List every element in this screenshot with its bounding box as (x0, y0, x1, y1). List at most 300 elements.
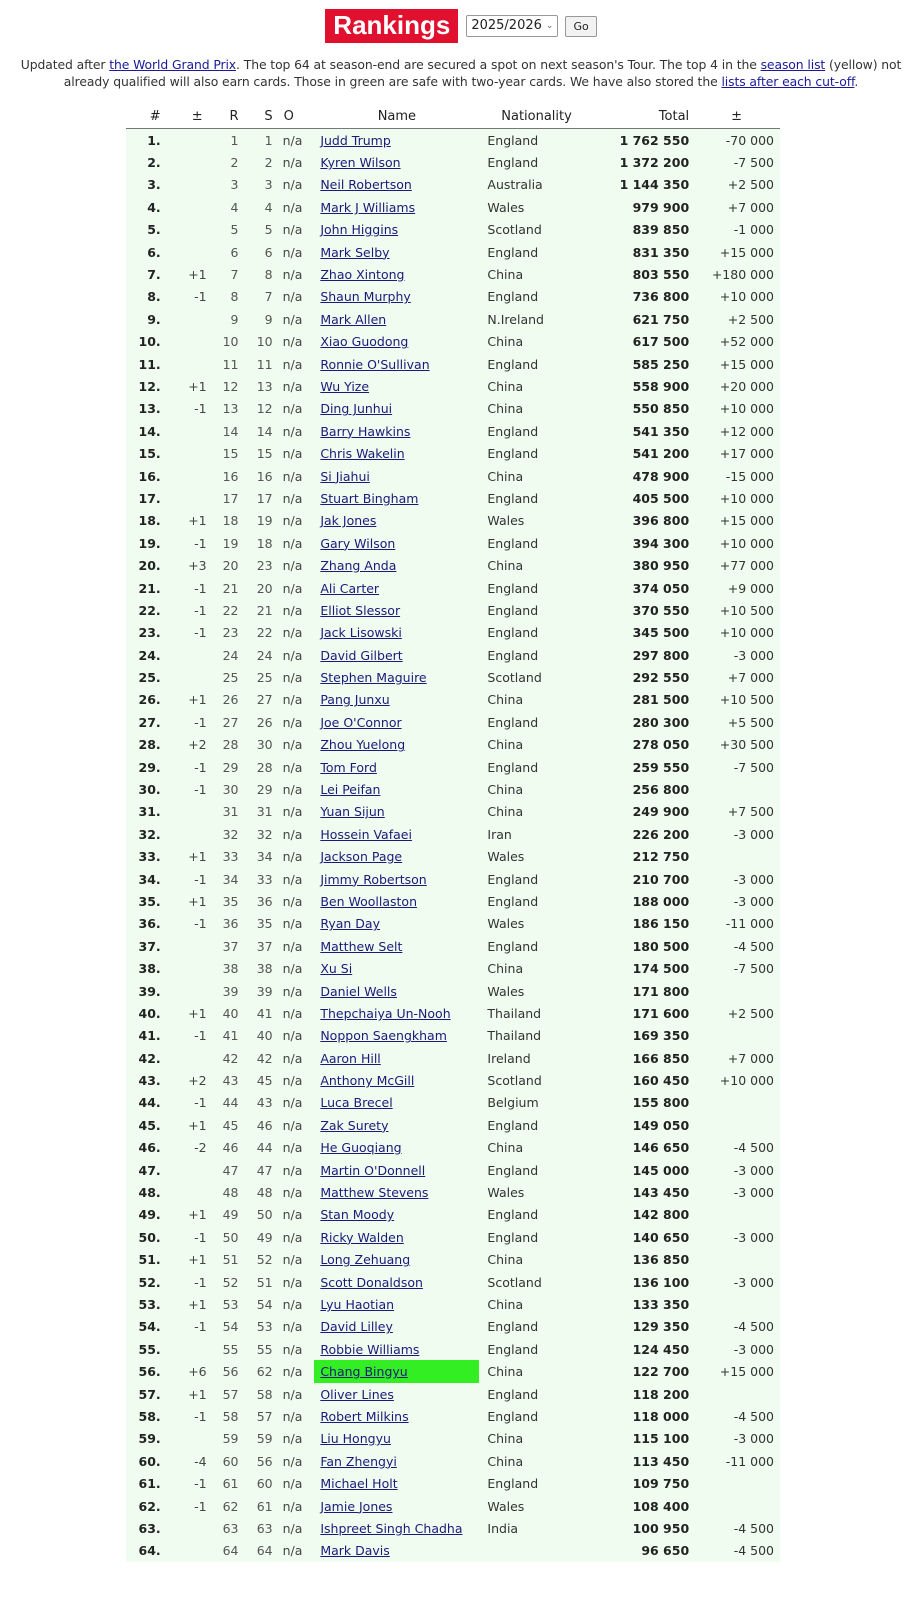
total-points-cell: 558 900 (594, 375, 693, 397)
nationality-cell: Wales (479, 846, 593, 868)
player-name-cell (314, 644, 479, 666)
lists-after-cutoff-link[interactable]: lists after each cut-off (721, 74, 855, 89)
player-link[interactable]: Ronnie O'Sullivan (320, 356, 430, 372)
total-points-cell: 174 500 (594, 957, 693, 979)
s-cell: 31 (245, 801, 283, 823)
player-name-cell (314, 666, 479, 688)
player-link[interactable]: Long Zehuang (320, 1252, 411, 1268)
player-link[interactable]: Chris Wakelin (320, 446, 405, 462)
total-points-cell: 140 650 (594, 1226, 693, 1248)
total-points-cell: 171 800 (594, 980, 693, 1002)
r-cell: 38 (211, 957, 245, 979)
r-cell: 55 (211, 1338, 245, 1360)
player-link[interactable]: Liu Hongyu (320, 1431, 391, 1447)
points-change-cell: +15 000 (693, 510, 780, 532)
nationality-cell: England (479, 420, 593, 442)
player-link[interactable]: Xiao Guodong (320, 334, 409, 350)
player-name-cell (314, 174, 479, 196)
table-row (126, 801, 780, 823)
player-link[interactable]: Joe O'Connor (320, 714, 402, 730)
table-row (126, 734, 780, 756)
rank-cell: 55. (126, 1338, 175, 1360)
s-cell: 25 (245, 666, 283, 688)
player-link[interactable]: Michael Holt (320, 1476, 398, 1492)
total-points-cell: 169 350 (594, 1025, 693, 1047)
player-link[interactable]: Zhou Yuelong (320, 737, 406, 753)
s-cell: 63 (245, 1517, 283, 1539)
r-cell: 2 (211, 151, 245, 173)
player-name-cell (314, 577, 479, 599)
player-link[interactable]: Mark Selby (320, 244, 390, 260)
total-points-cell: 109 750 (594, 1472, 693, 1494)
season-list-link[interactable]: season list (760, 57, 826, 72)
movement-cell (175, 196, 211, 218)
s-cell: 58 (245, 1383, 283, 1405)
s-cell: 12 (245, 398, 283, 420)
table-row (126, 398, 780, 420)
r-cell: 32 (211, 823, 245, 845)
points-change-cell: +7 000 (693, 666, 780, 688)
player-link[interactable]: Robbie Williams (320, 1341, 420, 1357)
movement-cell: +1 (175, 263, 211, 285)
o-cell: n/a (283, 442, 315, 464)
total-points-cell: 188 000 (594, 890, 693, 912)
o-cell: n/a (283, 1114, 315, 1136)
table-row (126, 286, 780, 308)
player-link[interactable]: Tom Ford (320, 759, 377, 775)
movement-cell: -1 (175, 622, 211, 644)
points-change-cell: +7 000 (693, 196, 780, 218)
rank-cell: 38. (126, 957, 175, 979)
player-link[interactable]: Jack Lisowski (320, 625, 402, 641)
nationality-cell: England (479, 353, 593, 375)
nationality-cell: England (479, 599, 593, 621)
nationality-cell: Wales (479, 1181, 593, 1203)
points-change-cell (693, 846, 780, 868)
movement-cell (175, 219, 211, 241)
s-cell: 62 (245, 1360, 283, 1382)
o-cell: n/a (283, 174, 315, 196)
movement-cell (175, 1159, 211, 1181)
movement-cell (175, 129, 211, 152)
points-change-cell: -1 000 (693, 219, 780, 241)
player-link[interactable]: Ricky Walden (320, 1229, 404, 1245)
s-cell: 28 (245, 756, 283, 778)
o-cell: n/a (283, 1002, 315, 1024)
nationality-cell: China (479, 1450, 593, 1472)
points-change-cell: +17 000 (693, 442, 780, 464)
s-cell: 47 (245, 1159, 283, 1181)
points-change-cell: +10 500 (693, 689, 780, 711)
player-link[interactable]: Fan Zhengyi (320, 1453, 397, 1469)
intro-text-part: . (854, 74, 859, 89)
total-points-cell: 831 350 (594, 241, 693, 263)
player-name-cell (314, 286, 479, 308)
player-name-cell (314, 778, 479, 800)
player-name-cell (314, 196, 479, 218)
col-s: S (245, 104, 283, 129)
player-name-cell (314, 1002, 479, 1024)
o-cell: n/a (283, 1159, 315, 1181)
s-cell: 9 (245, 308, 283, 330)
total-points-cell: 96 650 (594, 1540, 693, 1562)
nationality-cell: Ireland (479, 1047, 593, 1069)
o-cell: n/a (283, 868, 315, 890)
table-row (126, 510, 780, 532)
movement-cell: -1 (175, 1092, 211, 1114)
table-row (126, 1114, 780, 1136)
total-points-cell: 133 350 (594, 1293, 693, 1315)
rank-cell: 59. (126, 1428, 175, 1450)
table-row (126, 823, 780, 845)
player-link[interactable]: Daniel Wells (320, 983, 397, 999)
player-link[interactable]: Barry Hawkins (320, 423, 411, 439)
table-row (126, 263, 780, 285)
table-row (126, 1495, 780, 1517)
rank-cell: 3. (126, 174, 175, 196)
player-link[interactable]: Jamie Jones (320, 1498, 393, 1514)
s-cell: 20 (245, 577, 283, 599)
player-link[interactable]: Xu Si (320, 961, 353, 977)
points-change-cell: +77 000 (693, 554, 780, 576)
nationality-cell: China (479, 734, 593, 756)
points-change-cell (693, 1495, 780, 1517)
movement-cell (175, 1181, 211, 1203)
total-points-cell: 736 800 (594, 286, 693, 308)
rank-cell: 25. (126, 666, 175, 688)
player-name-cell (314, 1450, 479, 1472)
player-link[interactable]: Ben Woollaston (320, 893, 418, 909)
r-cell: 24 (211, 644, 245, 666)
o-cell: n/a (283, 1360, 315, 1382)
player-name-cell (314, 1114, 479, 1136)
s-cell: 43 (245, 1092, 283, 1114)
player-link[interactable]: Ryan Day (320, 916, 380, 932)
s-cell: 41 (245, 1002, 283, 1024)
player-link[interactable]: Aaron Hill (320, 1050, 381, 1066)
nationality-cell: Belgium (479, 1092, 593, 1114)
player-link[interactable]: Jak Jones (320, 513, 377, 529)
table-row (126, 1383, 780, 1405)
rank-cell: 36. (126, 913, 175, 935)
player-name-cell (314, 734, 479, 756)
player-link[interactable]: Oliver Lines (320, 1386, 394, 1402)
points-change-cell: +2 500 (693, 174, 780, 196)
table-row (126, 1360, 780, 1382)
player-link[interactable]: Martin O'Donnell (320, 1162, 426, 1178)
movement-cell (175, 1540, 211, 1562)
nationality-cell: England (479, 1472, 593, 1494)
player-link[interactable]: Ishpreet Singh Chadha (320, 1520, 463, 1536)
player-link[interactable]: Ali Carter (320, 580, 380, 596)
total-points-cell: 212 750 (594, 846, 693, 868)
total-points-cell: 118 000 (594, 1405, 693, 1427)
movement-cell: +1 (175, 1249, 211, 1271)
player-link[interactable]: Chang Bingyu (320, 1364, 408, 1380)
player-link[interactable]: Mark J Williams (320, 199, 416, 215)
movement-cell: -1 (175, 756, 211, 778)
r-cell: 44 (211, 1092, 245, 1114)
s-cell: 46 (245, 1114, 283, 1136)
table-row (126, 778, 780, 800)
s-cell: 15 (245, 442, 283, 464)
rank-cell: 9. (126, 308, 175, 330)
rank-cell: 62. (126, 1495, 175, 1517)
table-row (126, 756, 780, 778)
player-link[interactable]: Scott Donaldson (320, 1274, 423, 1290)
total-points-cell: 374 050 (594, 577, 693, 599)
r-cell: 19 (211, 532, 245, 554)
world-grand-prix-link[interactable]: the World Grand Prix (109, 57, 237, 72)
total-points-cell: 396 800 (594, 510, 693, 532)
total-points-cell: 124 450 (594, 1338, 693, 1360)
player-link[interactable]: Matthew Selt (320, 938, 403, 954)
total-points-cell: 146 650 (594, 1137, 693, 1159)
r-cell: 42 (211, 1047, 245, 1069)
table-row (126, 353, 780, 375)
o-cell: n/a (283, 308, 315, 330)
table-row (126, 913, 780, 935)
r-cell: 48 (211, 1181, 245, 1203)
o-cell: n/a (283, 219, 315, 241)
o-cell: n/a (283, 398, 315, 420)
total-points-cell: 118 200 (594, 1383, 693, 1405)
r-cell: 34 (211, 868, 245, 890)
player-link[interactable]: Ding Junhui (320, 401, 393, 417)
rank-cell: 10. (126, 331, 175, 353)
player-link[interactable]: Elliot Slessor (320, 602, 401, 618)
nationality-cell: England (479, 1405, 593, 1427)
s-cell: 49 (245, 1226, 283, 1248)
player-link[interactable]: Zak Surety (320, 1117, 389, 1133)
table-row (126, 890, 780, 912)
player-link[interactable]: David Gilbert (320, 647, 403, 663)
player-link[interactable]: Wu Yize (320, 378, 370, 394)
rank-cell: 40. (126, 1002, 175, 1024)
player-link[interactable]: Yuan Sijun (320, 804, 385, 820)
movement-cell (175, 1517, 211, 1539)
nationality-cell: England (479, 129, 593, 152)
player-link[interactable]: Luca Brecel (320, 1095, 393, 1111)
total-points-cell: 541 350 (594, 420, 693, 442)
movement-cell: -1 (175, 532, 211, 554)
points-change-cell (693, 1249, 780, 1271)
player-link[interactable]: Matthew Stevens (320, 1185, 429, 1201)
total-points-cell: 550 850 (594, 398, 693, 420)
total-points-cell: 108 400 (594, 1495, 693, 1517)
r-cell: 22 (211, 599, 245, 621)
movement-cell (175, 980, 211, 1002)
points-change-cell: -4 500 (693, 935, 780, 957)
s-cell: 18 (245, 532, 283, 554)
player-link[interactable]: Thepchaiya Un-Nooh (320, 1005, 451, 1021)
r-cell: 7 (211, 263, 245, 285)
player-link[interactable]: Jackson Page (320, 849, 403, 865)
o-cell: n/a (283, 1293, 315, 1315)
total-points-cell: 145 000 (594, 1159, 693, 1181)
o-cell: n/a (283, 241, 315, 263)
movement-cell: +2 (175, 734, 211, 756)
table-row (126, 1450, 780, 1472)
player-name-cell (314, 219, 479, 241)
points-change-cell: +12 000 (693, 420, 780, 442)
intro-text (4, 56, 918, 90)
go-button[interactable]: Go (565, 16, 596, 37)
total-points-cell: 478 900 (594, 465, 693, 487)
table-row (126, 420, 780, 442)
s-cell: 1 (245, 129, 283, 152)
player-link[interactable]: Hossein Vafaei (320, 826, 412, 842)
player-name-cell (314, 1069, 479, 1091)
player-link[interactable]: Stan Moody (320, 1207, 395, 1223)
player-name-cell (314, 1159, 479, 1181)
player-link[interactable]: Si Jiahui (320, 468, 370, 484)
total-points-cell: 210 700 (594, 868, 693, 890)
nationality-cell: Thailand (479, 1002, 593, 1024)
points-change-cell: -4 500 (693, 1540, 780, 1562)
nationality-cell: England (479, 577, 593, 599)
rank-cell: 16. (126, 465, 175, 487)
table-row (126, 666, 780, 688)
player-link[interactable]: Lyu Haotian (320, 1297, 395, 1312)
points-change-cell: -4 500 (693, 1405, 780, 1427)
points-change-cell: +2 500 (693, 1002, 780, 1024)
table-row (126, 1293, 780, 1315)
nationality-cell: China (479, 957, 593, 979)
nationality-cell: India (479, 1517, 593, 1539)
s-cell: 59 (245, 1428, 283, 1450)
table-row (126, 1204, 780, 1226)
r-cell: 60 (211, 1450, 245, 1472)
movement-cell (175, 442, 211, 464)
total-points-cell: 226 200 (594, 823, 693, 845)
s-cell: 56 (245, 1450, 283, 1472)
player-link[interactable]: Anthony McGill (320, 1073, 415, 1089)
nationality-cell: England (479, 1383, 593, 1405)
r-cell: 45 (211, 1114, 245, 1136)
player-link[interactable]: Judd Trump (320, 132, 391, 148)
player-link[interactable]: Stephen Maguire (320, 670, 427, 686)
player-link[interactable]: Noppon Saengkham (320, 1028, 447, 1044)
rank-cell: 17. (126, 487, 175, 509)
nationality-cell: England (479, 868, 593, 890)
total-points-cell: 280 300 (594, 711, 693, 733)
movement-cell: -1 (175, 1472, 211, 1494)
s-cell: 8 (245, 263, 283, 285)
r-cell: 58 (211, 1405, 245, 1427)
rank-cell: 11. (126, 353, 175, 375)
player-link[interactable]: Zhang Anda (320, 558, 397, 574)
player-link[interactable]: Robert Milkins (320, 1408, 409, 1424)
r-cell: 50 (211, 1226, 245, 1248)
player-link[interactable]: Neil Robertson (320, 177, 412, 193)
points-change-cell (693, 1383, 780, 1405)
season-select[interactable] (466, 15, 558, 37)
nationality-cell: England (479, 1159, 593, 1181)
nationality-cell: China (479, 778, 593, 800)
rank-cell: 63. (126, 1517, 175, 1539)
o-cell: n/a (283, 1137, 315, 1159)
player-name-cell (314, 1428, 479, 1450)
player-link[interactable]: Jimmy Robertson (320, 871, 427, 887)
r-cell: 41 (211, 1025, 245, 1047)
player-link[interactable]: John Higgins (320, 222, 399, 238)
o-cell: n/a (283, 622, 315, 644)
player-link[interactable]: Mark Davis (320, 1543, 390, 1559)
player-link[interactable]: Stuart Bingham (320, 490, 419, 506)
total-points-cell: 143 450 (594, 1181, 693, 1203)
nationality-cell: Wales (479, 510, 593, 532)
player-link[interactable]: Mark Allen (320, 311, 387, 327)
o-cell: n/a (283, 532, 315, 554)
movement-cell: +1 (175, 375, 211, 397)
player-name-cell (314, 890, 479, 912)
rank-cell: 37. (126, 935, 175, 957)
total-points-cell: 979 900 (594, 196, 693, 218)
s-cell: 24 (245, 644, 283, 666)
movement-cell: -2 (175, 1137, 211, 1159)
player-link[interactable]: Lei Peifan (320, 782, 381, 798)
o-cell: n/a (283, 420, 315, 442)
movement-cell: -1 (175, 1025, 211, 1047)
table-row (126, 129, 780, 152)
player-name-cell (314, 1092, 479, 1114)
table-row (126, 465, 780, 487)
o-cell: n/a (283, 644, 315, 666)
total-points-cell: 297 800 (594, 644, 693, 666)
player-name-cell (314, 622, 479, 644)
points-change-cell (693, 778, 780, 800)
player-link[interactable]: Kyren Wilson (320, 155, 401, 171)
o-cell: n/a (283, 1338, 315, 1360)
s-cell: 17 (245, 487, 283, 509)
movement-cell: -1 (175, 398, 211, 420)
rank-cell: 43. (126, 1069, 175, 1091)
rank-cell: 26. (126, 689, 175, 711)
player-link[interactable]: Gary Wilson (320, 535, 396, 551)
player-link[interactable]: Zhao Xintong (320, 267, 405, 283)
r-cell: 20 (211, 554, 245, 576)
rank-cell: 8. (126, 286, 175, 308)
intro-text-part: . The top 64 at season-end are secured a spot on next season's Tour. The top 4 in the (236, 57, 761, 72)
o-cell: n/a (283, 1181, 315, 1203)
nationality-cell: England (479, 622, 593, 644)
o-cell: n/a (283, 129, 315, 152)
table-row (126, 1159, 780, 1181)
o-cell: n/a (283, 196, 315, 218)
player-link[interactable]: He Guoqiang (320, 1140, 402, 1156)
table-row (126, 644, 780, 666)
player-link[interactable]: Pang Junxu (320, 692, 390, 708)
s-cell: 57 (245, 1405, 283, 1427)
player-name-cell (314, 1338, 479, 1360)
total-points-cell: 839 850 (594, 219, 693, 241)
table-row (126, 1338, 780, 1360)
s-cell: 52 (245, 1249, 283, 1271)
r-cell: 9 (211, 308, 245, 330)
table-row (126, 331, 780, 353)
player-name-cell (314, 846, 479, 868)
points-change-cell (693, 1114, 780, 1136)
o-cell: n/a (283, 1226, 315, 1248)
total-points-cell: 1 762 550 (594, 129, 693, 152)
total-points-cell: 541 200 (594, 442, 693, 464)
player-link[interactable]: Shaun Murphy (320, 289, 411, 305)
table-row (126, 1249, 780, 1271)
nationality-cell: England (479, 935, 593, 957)
s-cell: 54 (245, 1293, 283, 1315)
player-link[interactable]: David Lilley (320, 1319, 393, 1335)
